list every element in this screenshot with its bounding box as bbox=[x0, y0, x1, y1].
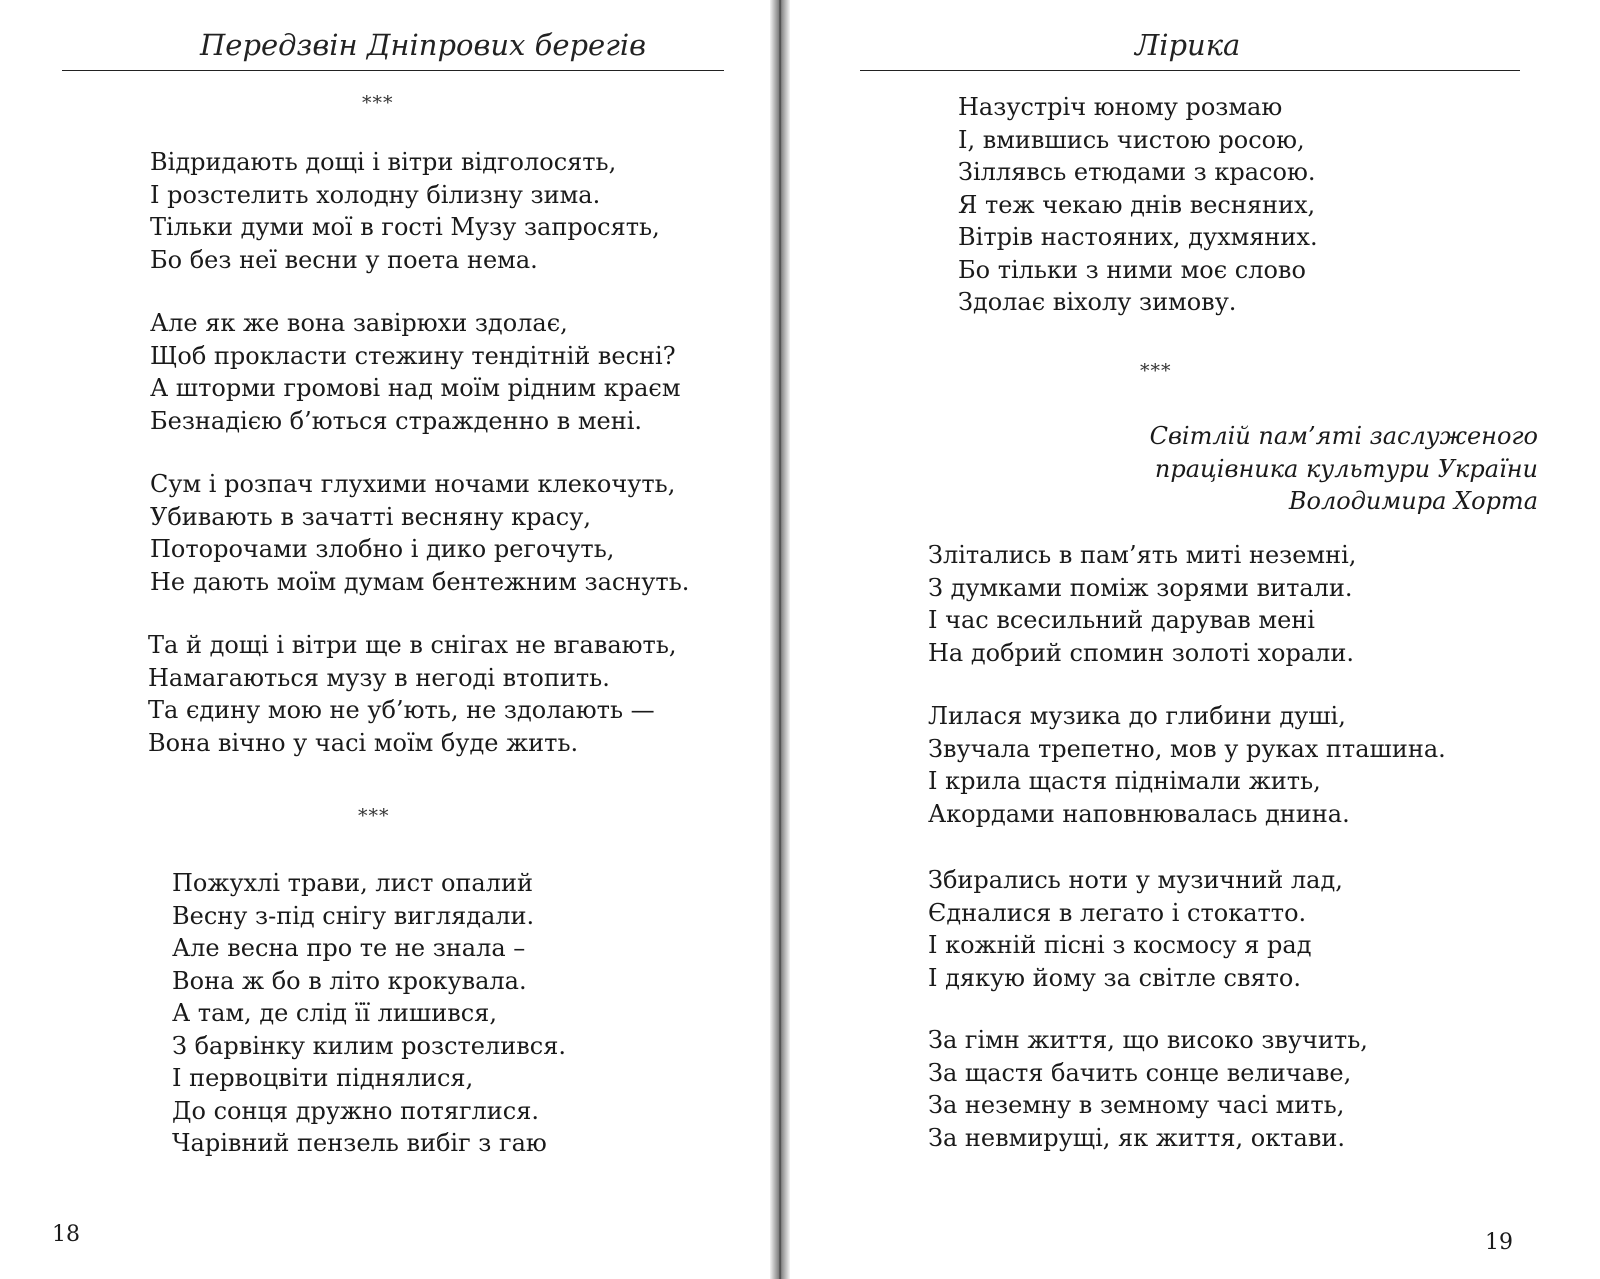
page-number-right: 19 bbox=[1485, 1230, 1513, 1255]
stanza-3 bbox=[928, 864, 1343, 994]
verse-line: Збирались ноти у музичний лад, bbox=[928, 866, 1343, 894]
poem-continuation bbox=[958, 91, 1318, 319]
verse-line: Не дають моїм думам бентежним заснуть. bbox=[150, 567, 690, 596]
stanza-3 bbox=[150, 468, 689, 598]
verse-line: А шторми громові над моїм рідним краєм bbox=[150, 374, 681, 402]
header-rule-left bbox=[62, 70, 724, 71]
stanza-1 bbox=[928, 539, 1356, 669]
verse-line: Бо тільки з ними моє слово bbox=[958, 255, 1306, 284]
verse-line: Убивають в зачатті весняну красу, bbox=[150, 502, 591, 531]
verse-line: Єдналися в легато і стокатто. bbox=[928, 898, 1307, 927]
verse-line: Лилася музика до глибини душі, bbox=[928, 702, 1346, 730]
verse-line: Сум і розпач глухими ночами клекочуть, bbox=[150, 470, 676, 498]
verse-line: Вітрів настояних, духмяних. bbox=[958, 223, 1318, 251]
verse-line: Назустріч юному розмаю bbox=[958, 93, 1283, 121]
dedication-line: працівника культури України bbox=[1154, 454, 1538, 483]
verse-line: Звучала трепетно, мов у руках пташина. bbox=[928, 734, 1446, 763]
poem-2 bbox=[172, 867, 566, 1160]
stanza-4 bbox=[928, 1024, 1368, 1154]
verse-line: Та єдину мою не уб’ють, не здолають — bbox=[148, 696, 655, 724]
dedication bbox=[1150, 420, 1538, 518]
verse-line: Тільки думи мої в гості Музу запросять, bbox=[150, 213, 660, 241]
verse-line: Бо без неї весни у поета нема. bbox=[150, 245, 538, 274]
verse-line: За невмирущі, як життя, октави. bbox=[928, 1123, 1345, 1152]
verse-line: Поторочами злобно і дико регочуть, bbox=[150, 535, 615, 563]
verse-line: Безнадією б’ються стражденно в мені. bbox=[150, 406, 643, 435]
verse-line: Відридають дощі і вітри відголосять, bbox=[150, 148, 617, 176]
verse-line: І розстелить холодну білизну зима. bbox=[150, 180, 601, 209]
verse-line: Але весна про те не знала – bbox=[172, 934, 526, 962]
verse-line: За гімн життя, що високо звучить, bbox=[928, 1026, 1368, 1054]
verse-line: Акордами наповнювалась днина. bbox=[928, 799, 1350, 828]
page-number-left: 18 bbox=[52, 1222, 80, 1247]
verse-line: Зіллявсь етюдами з красою. bbox=[958, 158, 1316, 186]
verse-line: Та й дощі і вітри ще в снігах не вгавають, bbox=[148, 631, 677, 659]
dedication-line: Володимира Хорта bbox=[1288, 487, 1538, 515]
verse-line: Намагаються музу в негоді втопить. bbox=[148, 663, 610, 692]
verse-line: За неземну в земному часі мить, bbox=[928, 1091, 1345, 1119]
dedication-line: Світлій пам’яті заслуженого bbox=[1149, 422, 1538, 450]
right-page bbox=[780, 0, 1600, 1279]
verse-line: Весну з-під снігу виглядали. bbox=[172, 901, 535, 930]
verse-line: І кожній пісні з космосу я рад bbox=[928, 931, 1312, 959]
stanza-2 bbox=[150, 307, 681, 437]
left-page bbox=[0, 0, 780, 1279]
separator-asterisks: *** bbox=[358, 805, 390, 827]
verse-line: Вона вічно у часі моїм буде жить. bbox=[148, 728, 579, 757]
stanza-2 bbox=[928, 700, 1446, 830]
verse-line: І час всесильний дарував мені bbox=[928, 606, 1315, 634]
verse-line: Здолає віхолу зимову. bbox=[958, 288, 1237, 316]
verse-line: З думками поміж зорями витали. bbox=[928, 573, 1353, 602]
stanza-1 bbox=[150, 146, 660, 276]
verse-line: Злітались в пам’ять миті неземні, bbox=[928, 541, 1357, 569]
verse-line: Вона ж бо в літо крокувала. bbox=[172, 966, 527, 995]
verse-line: За щастя бачить сонце величаве, bbox=[928, 1058, 1352, 1087]
header-rule-right bbox=[860, 70, 1520, 71]
verse-line: Я теж чекаю днів весняних, bbox=[958, 190, 1316, 219]
verse-line: А там, де слід її лишився, bbox=[172, 999, 497, 1027]
verse-line: На добрий спомин золоті хорали. bbox=[928, 638, 1355, 667]
verse-line: І, вмившись чистою росою, bbox=[958, 125, 1305, 154]
verse-line: Але як же вона завірюхи здолає, bbox=[150, 309, 568, 337]
verse-line: І крила щастя піднімали жить, bbox=[928, 767, 1321, 795]
verse-line: Щоб прокласти стежину тендітній весні? bbox=[150, 341, 676, 370]
stanza-4 bbox=[148, 629, 677, 759]
verse-line: І дякую йому за світле свято. bbox=[928, 963, 1301, 992]
verse-line: Пожухлі трави, лист опалий bbox=[172, 869, 533, 897]
separator-asterisks: *** bbox=[1140, 360, 1172, 382]
verse-line: І первоцвіти піднялися, bbox=[172, 1064, 474, 1092]
verse-line: До сонця дружно потяглися. bbox=[172, 1096, 539, 1125]
separator-asterisks: *** bbox=[362, 92, 394, 114]
running-head-right: Лірика bbox=[1135, 28, 1241, 62]
verse-line: З барвінку килим розстелився. bbox=[172, 1031, 566, 1060]
running-head-left: Передзвін Дніпрових берегів bbox=[200, 28, 647, 62]
verse-line: Чарівний пензель вибіг з гаю bbox=[172, 1129, 547, 1157]
